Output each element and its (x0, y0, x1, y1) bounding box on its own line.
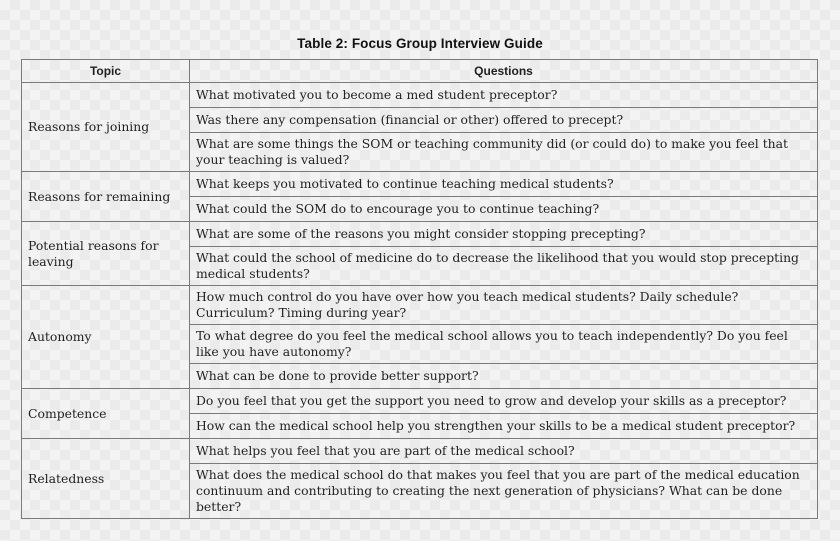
table-row (22, 222, 818, 247)
question-cell: What motivated you to become a med student preceptor? (190, 83, 818, 108)
table-caption: Table 2: Focus Group Interview Guide (297, 36, 543, 51)
table-row (22, 286, 818, 325)
interview-guide-table (21, 59, 818, 519)
question-cell: Do you feel that you get the support you need to grow and develop your skills as a preceptor? (190, 389, 818, 414)
question-cell: What keeps you motivated to continue teaching medical students? (190, 172, 818, 197)
question-cell: To what degree do you feel the medical school allows you to teach independently? Do you feel like you have autonomy? (190, 325, 818, 364)
topic-cell: Reasons for remaining (22, 172, 190, 222)
table-row (22, 439, 818, 464)
question-cell: What could the school of medicine do to decrease the likelihood that you would stop precepting medical students? (190, 247, 818, 286)
table-row (22, 389, 818, 414)
topic-column-header: Topic (22, 60, 190, 83)
table-header-row (22, 60, 818, 83)
topic-cell: Autonomy (22, 286, 190, 389)
question-cell: Was there any compensation (financial or other) offered to precept? (190, 108, 818, 133)
question-cell: How much control do you have over how you teach medical students? Daily schedule? Curriculum? Timing during year? (190, 286, 818, 325)
question-cell: What are some things the SOM or teaching community did (or could do) to make you feel that your teaching is valued? (190, 133, 818, 172)
question-cell: What can be done to provide better support? (190, 364, 818, 389)
topic-cell: Competence (22, 389, 190, 439)
question-cell: What are some of the reasons you might consider stopping precepting? (190, 222, 818, 247)
questions-column-header: Questions (190, 60, 818, 83)
question-cell: What helps you feel that you are part of the medical school? (190, 439, 818, 464)
question-cell: What does the medical school do that makes you feel that you are part of the medical education continuum and contributing to creating the next generation of physicians? What can be done better? (190, 464, 818, 519)
question-cell: What could the SOM do to encourage you to continue teaching? (190, 197, 818, 222)
topic-cell: Potential reasons for leaving (22, 222, 190, 286)
table-row (22, 172, 818, 197)
topic-cell: Relatedness (22, 439, 190, 519)
question-cell: How can the medical school help you strengthen your skills to be a medical student preceptor? (190, 414, 818, 439)
topic-cell: Reasons for joining (22, 83, 190, 172)
table-row (22, 83, 818, 108)
